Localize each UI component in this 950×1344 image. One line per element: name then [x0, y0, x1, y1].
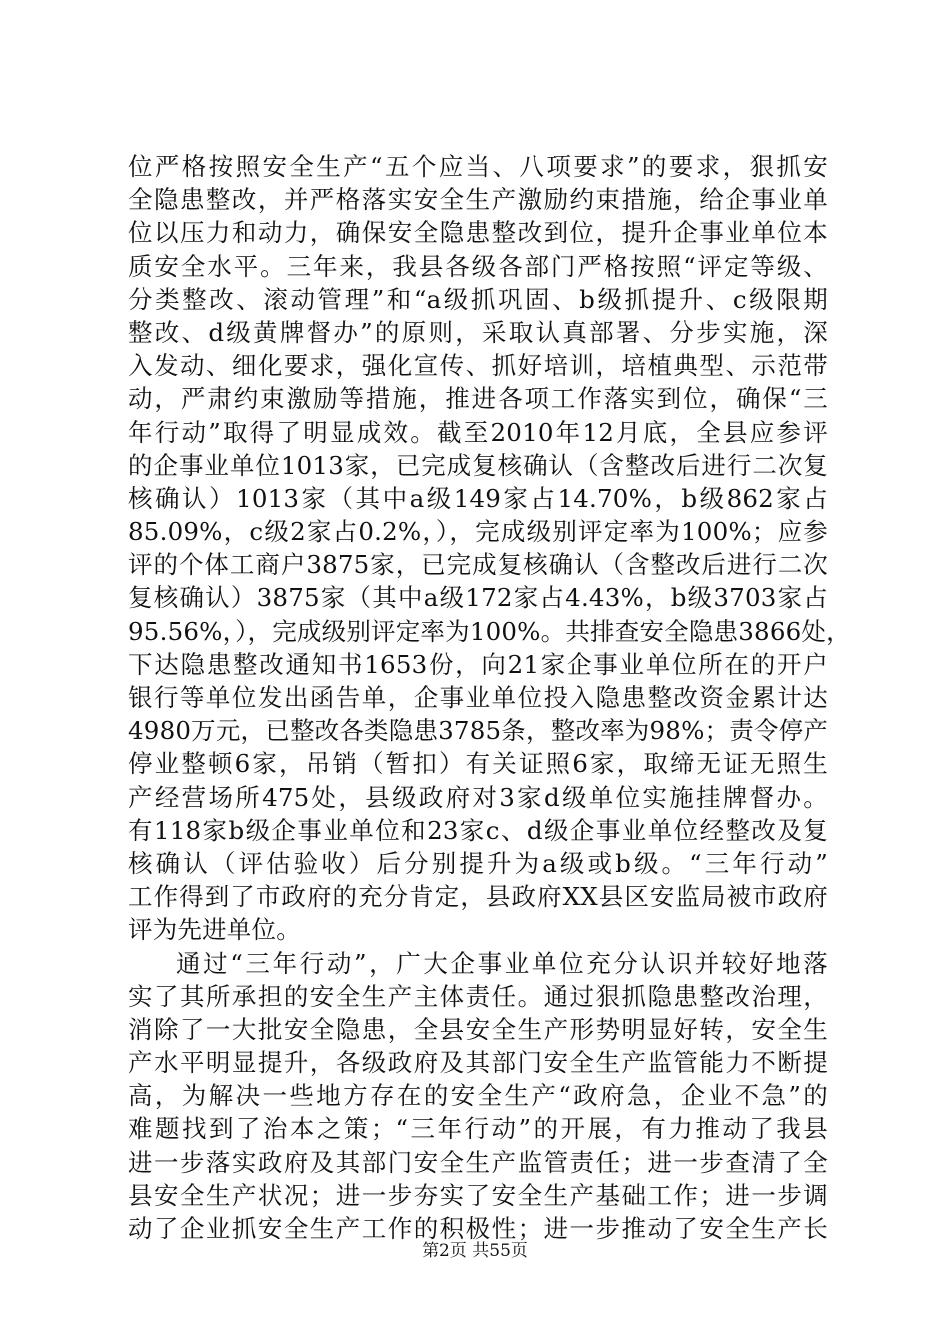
text-line: 质安全水平。三年来，我县各级各部门严格按照“评定等级、 — [128, 251, 828, 281]
text-line: 产经营场所475处，县级政府对3家d级单位实施挂牌督办。 — [128, 782, 828, 812]
text-line: 银行等单位发出函告单，企事业单位投入隐患整改资金累计达 — [128, 683, 828, 712]
text-line: 年行动”取得了明显成效。截至2010年12月底，全县应参评 — [128, 417, 828, 447]
text-line: 核确认）1013家（其中a级149家占14.70%，b级862家占 — [128, 483, 828, 513]
page-number-label: 第2页 共55页 — [422, 1241, 528, 1261]
text-line: 进一步落实政府及其部门安全生产监管责任；进一步查清了全 — [128, 1147, 828, 1177]
text-line: 有118家b级企事业单位和23家c、d级企事业单位经整改及复 — [128, 815, 828, 845]
text-line: 实了其所承担的安全生产主体责任。通过狠抓隐患整改治理， — [128, 981, 828, 1011]
text-line: 4980万元，已整改各类隐患3785条，整改率为98%；责令停产 — [128, 716, 829, 746]
text-line: 85.09%，c级2家占0.2%，），完成级别评定率为100%；应参 — [128, 517, 828, 547]
page-footer — [0, 1240, 950, 1262]
text-line: 全隐患整改，并严格落实安全生产激励约束措施，给企事业单 — [128, 185, 828, 215]
paragraph-1 — [128, 150, 851, 947]
text-line: 复核确认）3875家（其中a级172家占4.43%，b级3703家占 — [128, 583, 828, 613]
text-line: 难题找到了治本之策；“三年行动”的开展，有力推动了我县 — [128, 1114, 828, 1144]
text-line: 评为先进单位。 — [128, 915, 301, 945]
text-line: 位以压力和动力，确保安全隐患整改到位，提升企事业单位本 — [128, 218, 828, 248]
text-line: 入发动、细化要求，强化宣传、抓好培训，培植典型、示范带 — [128, 351, 828, 381]
document-body — [128, 150, 851, 1245]
text-line: 评的个体工商户3875家，已完成复核确认（含整改后进行二次 — [128, 550, 828, 580]
text-line: 的企事业单位1013家，已完成复核确认（含整改后进行二次复 — [128, 450, 828, 480]
text-line: 分类整改、滚动管理”和“a级抓巩固、b级抓提升、c级限期 — [128, 284, 828, 314]
text-line: 消除了一大批安全隐患，全县安全生产形势明显好转，安全生 — [128, 1014, 828, 1044]
text-line: 高，为解决一些地方存在的安全生产“政府急，企业不急”的 — [128, 1081, 828, 1111]
text-line: 动了企业抓安全生产工作的积极性；进一步推动了安全生产长 — [128, 1214, 828, 1243]
text-line: 动，严肃约束激励等措施，推进各项工作落实到位，确保“三 — [128, 384, 828, 414]
text-line: 工作得到了市政府的充分肯定，县政府XX县区安监局被市政府 — [128, 882, 828, 912]
text-line: 95.56%，），完成级别评定率为100%。共排查安全隐患3866处， — [128, 616, 851, 646]
text-line: 下达隐患整改通知书1653份，向21家企事业单位所在的开户 — [128, 649, 828, 679]
text-line: 停业整顿6家，吊销（暂扣）有关证照6家，取缔无证无照生 — [128, 749, 828, 779]
text-line: 核确认（评估验收）后分别提升为a级或b级。“三年行动” — [128, 848, 828, 878]
text-line: 通过“三年行动”，广大企事业单位充分认识并较好地落 — [176, 948, 828, 978]
paragraph-2 — [128, 947, 828, 1246]
text-line: 位严格按照安全生产“五个应当、八项要求”的要求，狠抓安 — [128, 152, 828, 181]
text-line: 产水平明显提升，各级政府及其部门安全生产监管能力不断提 — [128, 1048, 828, 1078]
text-line: 县安全生产状况；进一步夯实了安全生产基础工作；进一步调 — [128, 1180, 828, 1210]
text-line: 整改、d级黄牌督办”的原则，采取认真部署、分步实施，深 — [128, 317, 828, 347]
